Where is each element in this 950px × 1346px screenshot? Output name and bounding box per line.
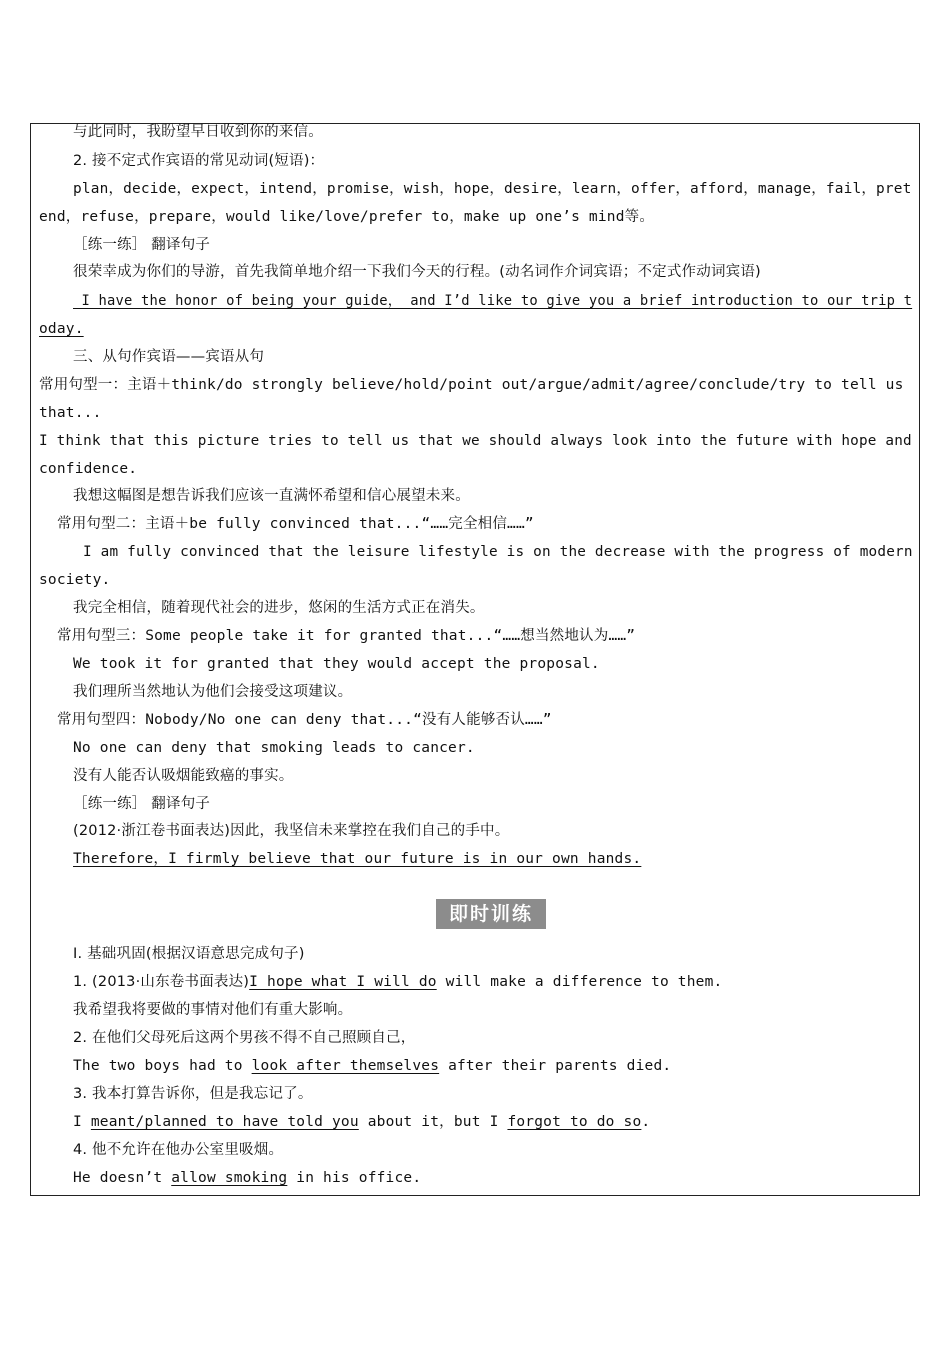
exercise-q1 — [73, 972, 722, 992]
exercise-q3-cn: 3. 我本打算告诉你，但是我忘记了。 — [73, 1086, 313, 1102]
text-line: that... — [39, 405, 102, 421]
exercise-q2 — [73, 1056, 671, 1076]
pattern-line: 常用句型三：Some people take it for granted that...“……想当然地认为……” — [57, 628, 636, 644]
text-line: I am fully convinced that the leisure lifestyle is on the decrease with the progress of modern — [83, 544, 913, 560]
section-heading: 三、从句作宾语——宾语从句 — [73, 349, 265, 365]
q3-mid: about it，but I — [358, 1114, 508, 1130]
text-line: 我想这幅图是想告诉我们应该一直满怀希望和信心展望未来。 — [73, 488, 470, 504]
q1-prefix: 1. (2013·山东卷书面表达) — [73, 974, 250, 990]
pattern-line: 常用句型二：主语＋be fully convinced that...“……完全相信……” — [57, 516, 534, 532]
text-line: 与此同时，我盼望早日收到你的来信。 — [73, 124, 323, 140]
exercise-q2-cn: 2. 在他们父母死后这两个男孩不得不自己照顾自己， — [73, 1030, 416, 1046]
text-line: 很荣幸成为你们的导游，首先我简单地介绍一下我们今天的行程。(动名词作介词宾语；不定式作动词宾语) — [73, 264, 761, 280]
answer-line: oday. — [39, 321, 84, 337]
exercise-q4 — [73, 1168, 421, 1188]
exercise-q4-cn: 4. 他不允许在他办公室里吸烟。 — [73, 1142, 284, 1158]
q3-prefix: I — [73, 1114, 91, 1130]
text-line: No one can deny that smoking leads to cancer. — [73, 740, 475, 756]
text-line: confidence. — [39, 461, 138, 477]
exercise-heading: Ⅰ. 基础巩固(根据汉语意思完成句子) — [73, 946, 305, 962]
section-banner: 即时训练 — [436, 899, 546, 929]
q3-end: . — [641, 1114, 651, 1130]
q3-answer-1: meant/planned to have told you — [90, 1114, 359, 1130]
text-line: I think that this picture tries to tell us that we should always look into the future with hope and — [39, 433, 912, 449]
q2-rest: after their parents died. — [439, 1058, 672, 1074]
pattern-line: 常用句型四：Nobody/No one can deny that...“没有人能够否认……” — [57, 712, 552, 728]
answer-line: Therefore，I firmly believe that our future is in our own hands. — [73, 851, 642, 867]
q1-answer: I hope what I will do — [249, 974, 437, 990]
q4-prefix: He doesn’t — [73, 1170, 172, 1186]
text-line: society. — [39, 572, 111, 588]
text-line: 常用句型一：主语＋think/do strongly believe/hold/point out/argue/admit/agree/conclude/try to tell us — [39, 377, 904, 393]
text-line: We took it for granted that they would accept the proposal. — [73, 656, 600, 672]
section-heading: 2. 接不定式作宾语的常见动词(短语)： — [73, 153, 325, 169]
answer-line: I have the honor of being your guide， and I’d like to give you a brief introduction to our trip t — [73, 293, 913, 309]
q1-rest: will make a difference to them. — [436, 974, 723, 990]
text-line: 没有人能否认吸烟能致癌的事实。 — [73, 768, 294, 784]
text-line: end，refuse，prepare，would like/love/prefer to，make up one’s mind等。 — [39, 209, 655, 225]
q1-translation: 我希望我将要做的事情对他们有重大影响。 — [73, 1002, 353, 1018]
text-line: 我们理所当然地认为他们会接受这项建议。 — [73, 684, 353, 700]
exercise-q3 — [73, 1112, 650, 1132]
text-line: (2012·浙江卷书面表达)因此，我坚信未来掌控在我们自己的手中。 — [73, 823, 510, 839]
q4-rest: in his office. — [287, 1170, 422, 1186]
practice-label: ［练一练］ 翻译句子 — [73, 237, 211, 253]
practice-label: ［练一练］ 翻译句子 — [73, 796, 211, 812]
text-line: plan，decide，expect，intend，promise，wish，hope，desire，learn，offer，afford，manage，fail，pret — [73, 181, 912, 197]
q2-answer: look after themselves — [251, 1058, 440, 1074]
q3-answer-2: forgot to do so — [507, 1114, 642, 1130]
text-line: 我完全相信，随着现代社会的进步，悠闲的生活方式正在消失。 — [73, 600, 485, 616]
q2-prefix: The two boys had to — [73, 1058, 252, 1074]
q4-answer: allow smoking — [171, 1170, 288, 1186]
